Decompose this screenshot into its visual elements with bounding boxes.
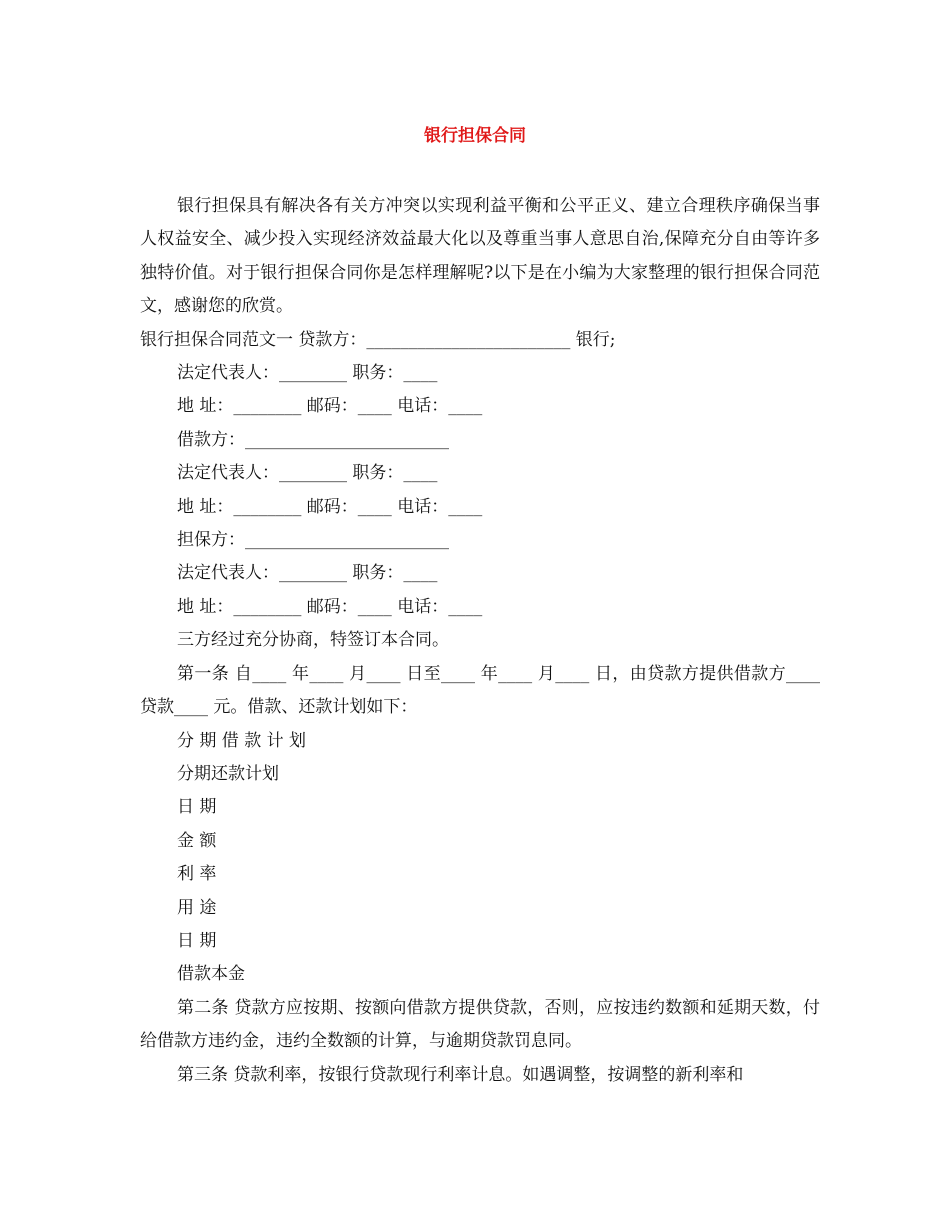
lender-representative-line: 法定代表人：________ 职务：____ xyxy=(177,363,438,384)
guarantor-address-line: 地 址：________ 邮码：____ 电话：____ xyxy=(177,596,483,617)
borrower-line: 借款方：________________________ xyxy=(177,429,449,450)
sample-heading-lender-line: 银行担保合同范文一 贷款方：________________________ 银行; xyxy=(140,329,616,350)
borrower-address-line: 地 址：________ 邮码：____ 电话：____ xyxy=(177,496,483,517)
article-3: 第三条 贷款利率，按银行贷款现行利率计息。如遇调整，按调整的新利率和 xyxy=(177,1064,744,1085)
plan-item-purpose: 用 途 xyxy=(177,897,217,918)
plan-item-rate: 利 率 xyxy=(177,864,217,885)
plan-item-date-2: 日 期 xyxy=(177,930,217,951)
document-title: 银行担保合同 xyxy=(424,126,526,146)
lender-address-line: 地 址：________ 邮码：____ 电话：____ xyxy=(177,396,483,417)
article-2: 第二条 贷款方应按期、按额向借款方提供贷款，否则，应按违约数额和延期天数，付给借款方违约金，违约全数额的计算，与逾期贷款罚息同。 xyxy=(140,997,820,1052)
guarantor-representative-line: 法定代表人：________ 职务：____ xyxy=(177,563,438,584)
plan-borrow-heading: 分 期 借 款 计 划 xyxy=(177,730,307,751)
guarantor-line: 担保方：________________________ xyxy=(177,530,449,551)
document-body xyxy=(140,190,820,1092)
plan-item-amount: 金 额 xyxy=(177,830,217,851)
borrower-representative-line: 法定代表人：________ 职务：____ xyxy=(177,463,438,484)
plan-item-date: 日 期 xyxy=(177,797,217,818)
agreement-statement: 三方经过充分协商，特签订本合同。 xyxy=(177,630,449,651)
plan-item-principal: 借款本金 xyxy=(177,964,245,985)
intro-paragraph: 银行担保具有解决各有关方冲突以实现利益平衡和公平正义、建立合理秩序确保当事人权益安全、减少投入实现经济效益最大化以及尊重当事人意思自治,保障充分自由等许多独特价值。对于银行担保合同你是怎样理解呢?以下是在小编为大家整理的银行担保合同范文，感谢您的欣赏。 xyxy=(140,196,820,317)
article-1: 第一条 自____ 年____ 月____ 日至____ 年____ 月____ 日，由贷款方提供借款方____ 贷款____ 元。借款、还款计划如下： xyxy=(140,663,820,718)
plan-repay-heading: 分期还款计划 xyxy=(177,763,279,784)
